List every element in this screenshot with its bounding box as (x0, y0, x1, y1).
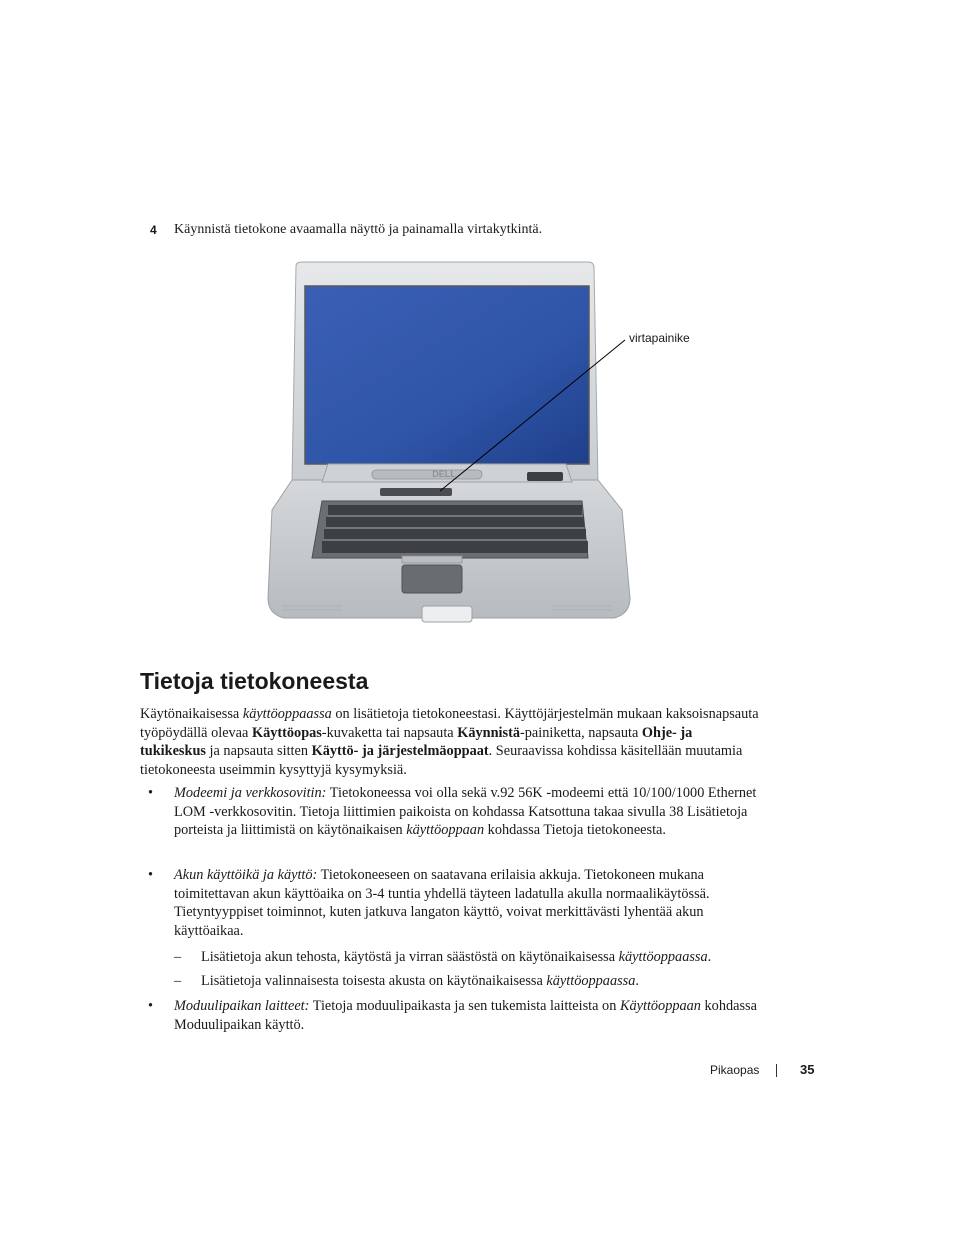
list-item-module-bay: • Moduulipaikan laitteet: Tietoja moduulipaikasta ja sen tukemista laitteista on Käyttöoppaan kohdassa Moduulipaikan käyttö. (148, 998, 757, 1033)
step-text: Käynnistä tietokone avaamalla näyttö ja painamalla virtakytkintä. (174, 222, 543, 237)
laptop-illustration (262, 258, 707, 633)
dash-mark: – (174, 949, 182, 965)
intro-paragraph: Käytönaikaisessa käyttöoppaassa on lisätietoja tietokoneestasi. Käyttöjärjestelmän mukaan kaksoisnapsauta työpöydällä olevaa Käyttöopas-kuvaketta tai napsauta Käynnistä-painiketta, napsauta Ohje- ja tukikeskus ja napsauta sitten Käyttö- ja järjestelmäoppaat. Seuraavissa kohdissa käsitellään muutamia tietokoneesta useimmin kysyttyjä kysymyksiä. (140, 706, 759, 779)
dash-mark: – (174, 973, 182, 989)
bullet-mark: • (148, 867, 154, 883)
callout-power-button: virtapainike (629, 331, 690, 345)
bullet-mark: • (148, 998, 154, 1014)
section-title: Tietoja tietokoneesta (140, 668, 369, 694)
footer-label: Pikaopas (710, 1063, 760, 1077)
list-item-battery: • Akun käyttöikä ja käyttö: Tietokoneeseen on saatavana erilaisia akkuja. Tietokoneen mukana toimitettavan akun käyttöaika on 3-4 tuntia yhdellä täyteen ladatulla akulla normaalikäytössä. Tietyntyyppiset toiminnot, kuten jatkuva langaton käyttö, voivat merkittävästi lyhentää akun käyttöaikaa. (148, 867, 710, 940)
sub-item-second-battery: – Lisätietoja valinnaisesta toisesta akusta on käytönaikaisessa käyttöoppaassa. (174, 973, 639, 989)
button-panel (380, 488, 452, 496)
step-number: 4 (150, 223, 157, 237)
bullet-mark: • (148, 785, 154, 801)
footer-separator (776, 1064, 777, 1077)
list-item-modem: • Modeemi ja verkkosovitin: Tietokoneessa voi olla sekä v.92 56K -modeemi että 10/100/1000 Ethernet LOM -verkkosovitin. Tietoja liittimien paikoista on kohdassa Katsottuna takaa sivulla 38 Lisätietoja porteista ja liittimistä on käytönaikaisen käyttöoppaan kohdassa Tietoja tietokoneesta. (148, 785, 757, 839)
dell-logo: DELL (432, 469, 456, 479)
sub-item-battery-info: – Lisätietoja akun tehosta, käytöstä ja virran säästöstä on käytönaikaisessa käyttöoppaassa. (174, 949, 712, 965)
page-number: 35 (800, 1062, 815, 1077)
